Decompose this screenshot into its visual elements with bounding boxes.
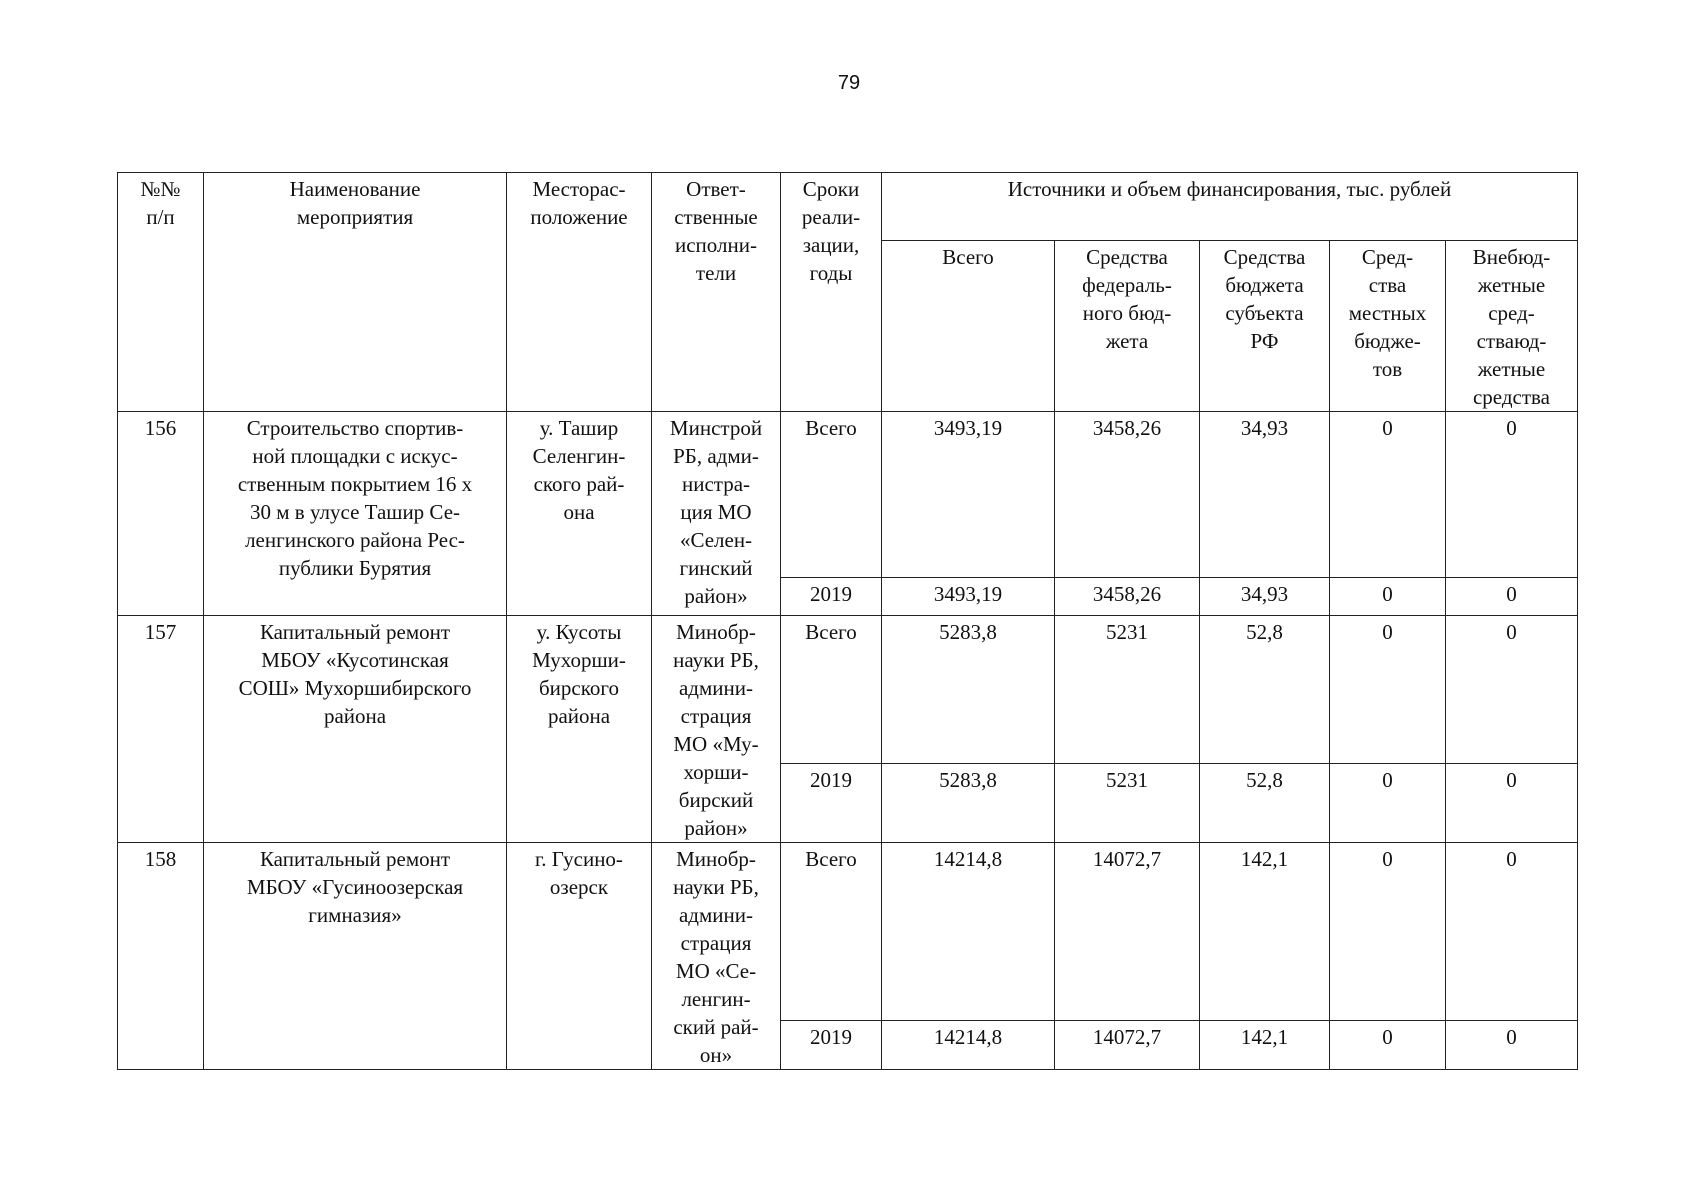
header-executors: Ответ- ственные исполни- тели <box>652 173 781 412</box>
row-local: 0 <box>1330 616 1446 764</box>
page-number: 79 <box>837 72 861 94</box>
row-period: Всего <box>781 616 882 764</box>
header-row <box>118 173 1578 241</box>
row-regional: 34,93 <box>1200 412 1330 578</box>
row-num: 158 <box>118 843 204 1070</box>
row-total: 5283,8 <box>882 616 1055 764</box>
row-total: 3493,19 <box>882 412 1055 578</box>
row-executors: Минстрой РБ, адми- нистра- ция МО «Селен- гинский район» <box>652 412 781 616</box>
row-extra: 0 <box>1446 578 1578 616</box>
row-extra: 0 <box>1446 616 1578 764</box>
row-total: 14214,8 <box>882 1021 1055 1070</box>
row-local: 0 <box>1330 1021 1446 1070</box>
row-period: 2019 <box>781 763 882 842</box>
row-period: 2019 <box>781 1021 882 1070</box>
row-period: 2019 <box>781 578 882 616</box>
row-federal: 3458,26 <box>1055 578 1200 616</box>
row-total: 14214,8 <box>882 843 1055 1021</box>
row-extra: 0 <box>1446 843 1578 1021</box>
row-period: Всего <box>781 412 882 578</box>
table-row <box>118 616 1578 764</box>
row-regional: 142,1 <box>1200 843 1330 1021</box>
row-local: 0 <box>1330 578 1446 616</box>
row-extra: 0 <box>1446 1021 1578 1070</box>
row-location: у. Кусоты Мухорши- бирского района <box>507 616 652 843</box>
header-num: №№ п/п <box>118 173 204 412</box>
row-local: 0 <box>1330 412 1446 578</box>
row-local: 0 <box>1330 763 1446 842</box>
row-extra: 0 <box>1446 412 1578 578</box>
row-federal: 3458,26 <box>1055 412 1200 578</box>
header-extra: Внебюд- жетные сред- стваюд- жетные средства <box>1446 241 1578 412</box>
row-name: Капитальный ремонт МБОУ «Гусиноозерская гимназия» <box>204 843 507 1070</box>
row-location: г. Гусино- озерск <box>507 843 652 1070</box>
row-federal: 14072,7 <box>1055 1021 1200 1070</box>
row-regional: 52,8 <box>1200 616 1330 764</box>
header-location: Месторас- положение <box>507 173 652 412</box>
row-location: у. Ташир Селенгин- ского рай- она <box>507 412 652 616</box>
header-federal: Средства федераль- ного бюд- жета <box>1055 241 1200 412</box>
row-local: 0 <box>1330 843 1446 1021</box>
table-row <box>118 412 1578 578</box>
row-regional: 34,93 <box>1200 578 1330 616</box>
row-federal: 14072,7 <box>1055 843 1200 1021</box>
row-federal: 5231 <box>1055 763 1200 842</box>
row-executors: Минобр- науки РБ, админи- страция МО «Му- хорши- бирский район» <box>652 616 781 843</box>
row-regional: 52,8 <box>1200 763 1330 842</box>
row-name: Капитальный ремонт МБОУ «Кусотинская СОШ» Мухоршибирского района <box>204 616 507 843</box>
row-executors: Минобр- науки РБ, админи- страция МО «Се- ленгин- ский рай- он» <box>652 843 781 1070</box>
row-total: 5283,8 <box>882 763 1055 842</box>
header-name: Наименование мероприятия <box>204 173 507 412</box>
row-num: 156 <box>118 412 204 616</box>
header-regional: Средства бюджета субъекта РФ <box>1200 241 1330 412</box>
row-total: 3493,19 <box>882 578 1055 616</box>
row-extra: 0 <box>1446 763 1578 842</box>
header-funding: Источники и объем финансирования, тыс. рублей <box>882 173 1578 241</box>
row-federal: 5231 <box>1055 616 1200 764</box>
row-period: Всего <box>781 843 882 1021</box>
header-local: Сред- ства местных бюдже- тов <box>1330 241 1446 412</box>
header-total: Всего <box>882 241 1055 412</box>
row-regional: 142,1 <box>1200 1021 1330 1070</box>
header-terms: Сроки реали- зации, годы <box>781 173 882 412</box>
table-row <box>118 843 1578 1021</box>
row-num: 157 <box>118 616 204 843</box>
funding-table <box>117 172 1578 1070</box>
row-name: Строительство спортив- ной площадки с искус- ственным покрытием 16 х 30 м в улусе Ташир Се- ленгинского района Рес- публики Бурятия <box>204 412 507 616</box>
